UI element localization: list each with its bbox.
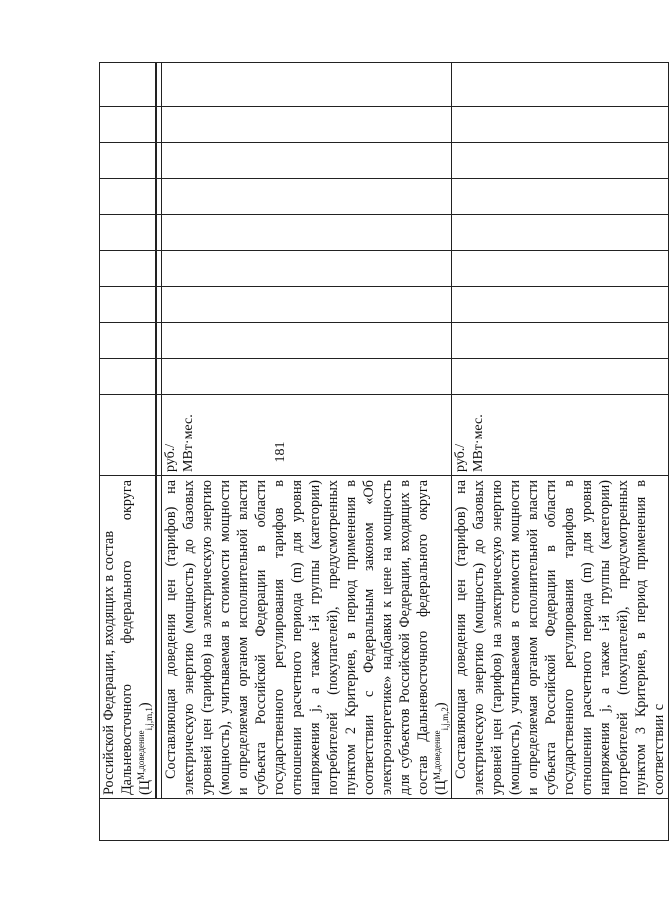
value-cell xyxy=(452,287,669,323)
page-number: 181 xyxy=(273,441,288,463)
value-cell xyxy=(100,143,157,179)
value-cell xyxy=(162,359,452,395)
formula-subscript: i,j,m,1 xyxy=(144,707,154,731)
formula-superscript: М,доведение xyxy=(432,730,442,781)
table-row xyxy=(100,63,157,841)
value-cell xyxy=(452,107,669,143)
value-cell xyxy=(100,359,157,395)
unit-cell: руб./МВт·мес. xyxy=(452,395,669,476)
row1-text-line2: Дальневосточного федерального округа (Ц xyxy=(119,480,153,795)
value-cell xyxy=(100,287,157,323)
row3-description: Составляющая доведения цен (тарифов) на электрическую энергию (мощность) до базовых уровней цен (тарифов) на электрическую энергию (мощность), учитываемая в стоимости мощности и определяемая органом исполнительной власти субъекта Российской Федерации в области государственного регулирования тарифов в отношении расчетного периода (m) для уровня напряжения j, а также i-й группы (категории) потребителей (покупателей), предусмотренных пунктом 3 Критериев, в период применения в соответствии с xyxy=(453,480,667,795)
value-cell xyxy=(452,63,669,107)
value-cell xyxy=(452,323,669,359)
formula-superscript: М,доведение xyxy=(136,730,146,781)
value-cell xyxy=(162,179,452,215)
table-row xyxy=(162,63,452,841)
unit-cell: руб./МВт·мес. xyxy=(162,395,452,476)
formula-close: ) xyxy=(433,702,449,708)
formula-close: ) xyxy=(137,702,153,708)
left-strip-cell xyxy=(100,799,669,841)
value-cell xyxy=(100,107,157,143)
rotated-table-container xyxy=(99,63,667,841)
value-cell xyxy=(452,215,669,251)
unit-cell xyxy=(100,395,157,476)
description-cell xyxy=(100,476,157,799)
value-cell xyxy=(162,143,452,179)
value-cell xyxy=(100,323,157,359)
description-cell xyxy=(162,476,452,799)
formula-subscript: i,j,m,2 xyxy=(440,707,450,731)
row2-description: Составляющая доведения цен (тарифов) на электрическую энергию (мощность) до базовых уровней цен (тарифов) на электрическую энергию (мощность), учитываемая в стоимости мощности и определяемая органом исполнительной власти субъекта Российской Федерации в области государственного регулирования тарифов в отношении расчетного периода (m) для уровня напряжения j, а также i-й группы (категории) потребителей (покупателей), предусмотренных пунктом 2 Критериев, в период применения в соответствии с Федеральным законом «Об электроэнергетике» надбавки к цене на мощность для субъектов Российской Федерации, входящих в состав xyxy=(163,480,431,795)
value-cell xyxy=(100,63,157,107)
row1-text-line1: Российской Федерации, входящих в состав xyxy=(101,530,117,795)
tariff-table xyxy=(99,62,669,841)
value-cell xyxy=(452,251,669,287)
value-cell xyxy=(162,107,452,143)
value-cell xyxy=(100,251,157,287)
value-cell xyxy=(100,179,157,215)
value-cell xyxy=(162,287,452,323)
table-row xyxy=(452,63,669,841)
value-cell xyxy=(162,63,452,107)
description-cell xyxy=(452,476,669,799)
value-cell xyxy=(452,179,669,215)
value-cell xyxy=(452,359,669,395)
row2-text-last: Дальневосточного федерального округа (Ц xyxy=(415,480,449,795)
value-cell xyxy=(162,215,452,251)
value-cell xyxy=(100,215,157,251)
value-cell xyxy=(162,251,452,287)
value-cell xyxy=(162,323,452,359)
value-cell xyxy=(452,143,669,179)
